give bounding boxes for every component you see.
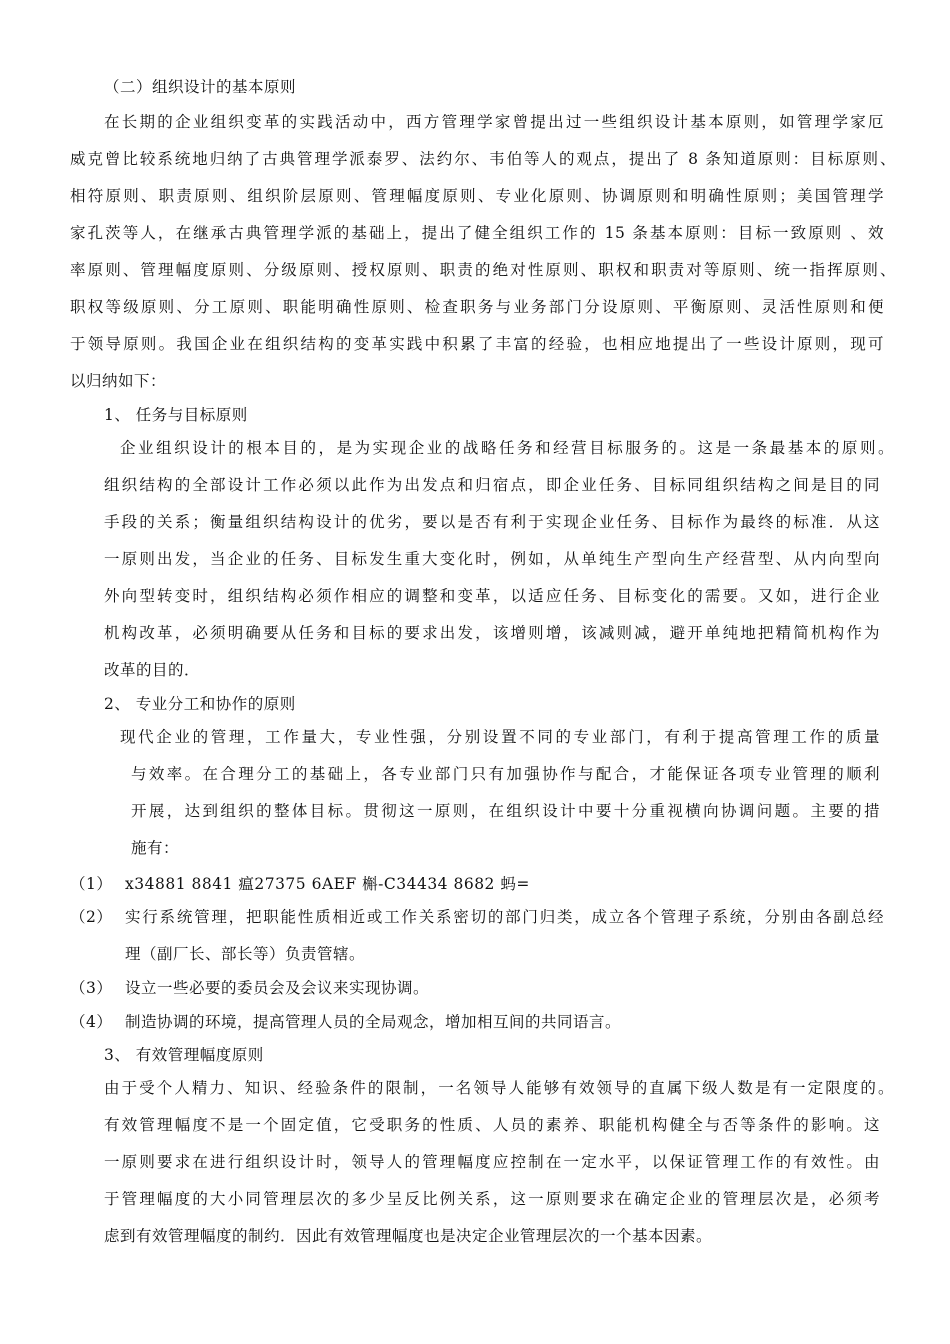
intro-line: 家孔茨等人，在继承古典管理学派的基础上，提出了健全组织工作的 15 条基本原则：目标一致原则 、效 xyxy=(70,224,884,242)
intro-line: 率原则、管理幅度原则、分级原则、授权原则、职责的绝对性原则、职权和职责对等原则、统一指挥原则、 xyxy=(70,261,896,279)
section1-line: 组织结构的全部设计工作必须以此作为出发点和归宿点，即企业任务、目标同组织结构之间是目的同 xyxy=(104,476,880,494)
list-item-continuation: 理（副厂长、部长等）负责管辖。 xyxy=(125,945,366,963)
section2-line: 开展，达到组织的整体目标。贯彻这一原则，在组织设计中要十分重视横向协调问题。主要的措 xyxy=(131,802,880,820)
list-item-text: 实行系统管理，把职能性质相近或工作关系密切的部门归类，成立各个管理子系统，分别由各副总经 xyxy=(125,908,884,926)
intro-line: 于领导原则。我国企业在组织结构的变革实践中积累了丰富的经验，也相应地提出了一些设计原则，现可 xyxy=(70,335,884,353)
section3-line: 由于受个人精力、知识、经验条件的限制，一名领导人能够有效领导的直属下级人数是有一定限度的。 xyxy=(104,1079,894,1097)
intro-line: 以归纳如下： xyxy=(70,372,167,390)
intro-line: 威克曾比较系统地归纳了古典管理学派泰罗、法约尔、韦伯等人的观点，提出了 8 条知道原则：目标原则、 xyxy=(70,150,896,168)
section1-line: 一原则出发，当企业的任务、目标发生重大变化时，例如，从单纯生产型向生产经营型、从内向型向 xyxy=(104,550,880,568)
section3-line: 虑到有效管理幅度的制约．因此有效管理幅度也是决定企业管理层次的一个基本因素。 xyxy=(104,1227,713,1245)
list-item-text: 设立一些必要的委员会及会议来实现协调。 xyxy=(125,979,430,997)
section1-line: 改革的目的． xyxy=(104,661,201,679)
list-item-number: （2） xyxy=(70,908,113,926)
section1-line: 外向型转变时，组织结构必须作相应的调整和变革，以适应任务、目标变化的需要。又如，进行企业 xyxy=(104,587,880,605)
section2-line: 现代企业的管理，工作量大，专业性强，分别设置不同的专业部门，有利于提高管理工作的质量 xyxy=(120,728,880,746)
intro-line: 相符原则、职责原则、组织阶层原则、管理幅度原则、专业化原则、协调原则和明确性原则；美国管理学 xyxy=(70,187,884,205)
list-item-text: x34881 8841 瘟27375 6AEF 槲-C34434 8682 蚂= xyxy=(125,875,530,893)
section1-line: 企业组织设计的根本目的，是为实现企业的战略任务和经营目标服务的。这是一条最基本的原则。 xyxy=(120,439,894,457)
section3-line: 有效管理幅度不是一个固定值，它受职务的性质、人员的素养、职能机构健全与否等条件的影响。这 xyxy=(104,1116,880,1134)
list-item-text: 制造协调的环境，提高管理人员的全局观念，增加相互间的共同语言。 xyxy=(125,1013,622,1031)
list-item-number: （3） xyxy=(70,979,113,997)
section-heading: （二）组织设计的基本原则 xyxy=(104,78,297,96)
list-item-number: （1） xyxy=(70,875,113,893)
section2-line: 与效率。在合理分工的基础上，各专业部门只有加强协作与配合，才能保证各项专业管理的顺利 xyxy=(131,765,880,783)
list-item-number: （4） xyxy=(70,1013,113,1031)
section1-title: 1、 任务与目标原则 xyxy=(104,406,248,424)
section3-line: 一原则要求在进行组织设计时，领导人的管理幅度应控制在一定水平，以保证管理工作的有效性。由 xyxy=(104,1153,880,1171)
section3-line: 于管理幅度的大小同管理层次的多少呈反比例关系，这一原则要求在确定企业的管理层次是，必须考 xyxy=(104,1190,880,1208)
intro-line: 职权等级原则、分工原则、职能明确性原则、检查职务与业务部门分设原则、平衡原则、灵活性原则和便 xyxy=(70,298,884,316)
section1-line: 机构改革，必须明确要从任务和目标的要求出发，该增则增，该减则减，避开单纯地把精简机构作为 xyxy=(104,624,880,642)
section2-line: 施有： xyxy=(131,839,180,857)
section1-line: 手段的关系；衡量组织结构设计的优劣，要以是否有利于实现企业任务、目标作为最终的标准．从这 xyxy=(104,513,880,531)
section2-title: 2、 专业分工和协作的原则 xyxy=(104,695,296,713)
section3-title: 3、 有效管理幅度原则 xyxy=(104,1046,264,1064)
intro-line: 在长期的企业组织变革的实践活动中，西方管理学家曾提出过一些组织设计基本原则，如管理学家厄 xyxy=(104,113,884,131)
